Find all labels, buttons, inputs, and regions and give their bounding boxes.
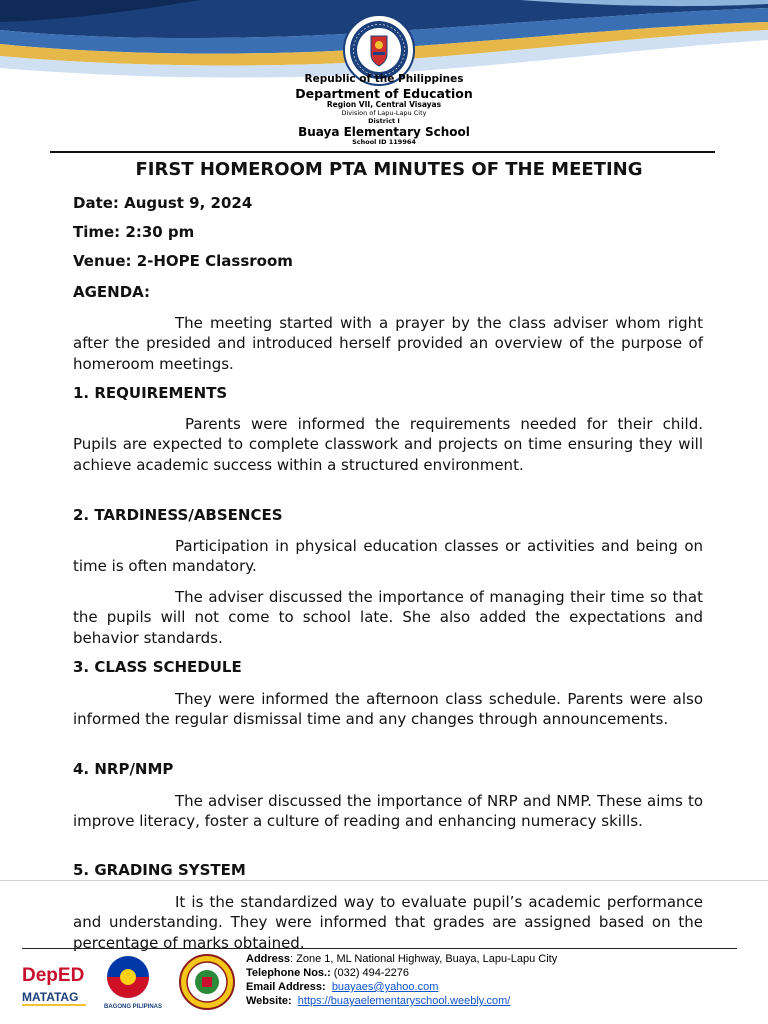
tardiness-paragraph-1: Participation in physical education classes or activities and being on time is often mandatory. xyxy=(73,537,703,576)
address-value: : Zone 1, ML National Highway, Buaya, Lapu-Lapu City xyxy=(290,953,558,965)
intro-paragraph: The meeting started with a prayer by the class adviser whom right after the presided and introduced herself provided an overview of the purpose of homeroom meetings. xyxy=(73,314,703,373)
district-line: District I xyxy=(368,117,400,125)
meeting-time: Time: 2:30 pm xyxy=(73,223,195,241)
section-heading-grading-system: 5. GRADING SYSTEM xyxy=(73,861,246,879)
nrp-nmp-paragraph: The adviser discussed the importance of NRP and NMP. These aims to improve literacy, foster a culture of reading and enhancing numeracy skills. xyxy=(73,792,703,831)
website-label: Website: xyxy=(246,995,292,1007)
page-break-line xyxy=(0,880,768,881)
section-heading-class-schedule: 3. CLASS SCHEDULE xyxy=(73,658,242,676)
school-id: School ID 119964 xyxy=(352,138,416,146)
footer-divider xyxy=(22,948,737,949)
phone-value: (032) 494-2276 xyxy=(330,967,410,979)
section-heading-requirements: 1. REQUIREMENTS xyxy=(73,384,228,402)
school-name: Buaya Elementary School xyxy=(298,125,470,139)
agenda-label: AGENDA: xyxy=(73,283,151,301)
header-divider xyxy=(50,151,715,153)
class-schedule-paragraph: They were informed the afternoon class schedule. Parents were also informed the regular dismissal time and any changes through announcements. xyxy=(73,690,703,729)
email-label: Email Address: xyxy=(246,981,326,993)
svg-text:MATATAG: MATATAG xyxy=(22,990,79,1004)
email-link[interactable]: buayaes@yahoo.com xyxy=(331,981,439,993)
section-heading-nrp-nmp: 4. NRP/NMP xyxy=(73,760,174,778)
footer-email xyxy=(246,981,438,993)
phone-label: Telephone Nos.: xyxy=(246,967,331,979)
footer-website xyxy=(246,995,510,1007)
svg-text:BAGONG PILIPINAS: BAGONG PILIPINAS xyxy=(104,1004,163,1010)
meeting-date: Date: August 9, 2024 xyxy=(73,194,253,212)
section-heading-tardiness: 2. TARDINESS/ABSENCES xyxy=(73,506,283,524)
address-label: Address xyxy=(246,953,291,965)
document-title: FIRST HOMEROOM PTA MINUTES OF THE MEETING xyxy=(135,159,643,180)
meeting-venue: Venue: 2-HOPE Classroom xyxy=(73,252,293,270)
department-line: Department of Education xyxy=(295,86,473,101)
footer-address xyxy=(246,953,557,965)
svg-text:DepED: DepED xyxy=(22,965,85,986)
website-link[interactable]: https://buayaelementaryschool.weebly.com/ xyxy=(297,995,511,1007)
bagong-pilipinas-logo xyxy=(104,956,162,1010)
deped-matatag-logo xyxy=(22,965,86,1006)
tardiness-paragraph-2: The adviser discussed the importance of managing their time so that the pupils will not come to school late. She also added the expectations and behavior standards. xyxy=(73,588,703,647)
republic-line: Republic of the Philippines xyxy=(304,73,464,85)
buaya-school-seal xyxy=(180,955,234,1009)
grading-system-paragraph: It is the standardized way to evaluate pupil’s academic performance and understanding. They were informed that grades are assigned based on the percentage of marks obtained. xyxy=(73,893,703,952)
requirements-paragraph: Parents were informed the requirements needed for their child. Pupils are expected to complete classwork and projects on time ensuring they will achieve academic success within a structured environment. xyxy=(73,415,703,474)
footer-phone xyxy=(246,967,409,979)
division-line: Division of Lapu-Lapu City xyxy=(341,109,427,117)
region-line: Region VII, Central Visayas xyxy=(326,100,442,109)
footer-logos xyxy=(20,953,245,1011)
